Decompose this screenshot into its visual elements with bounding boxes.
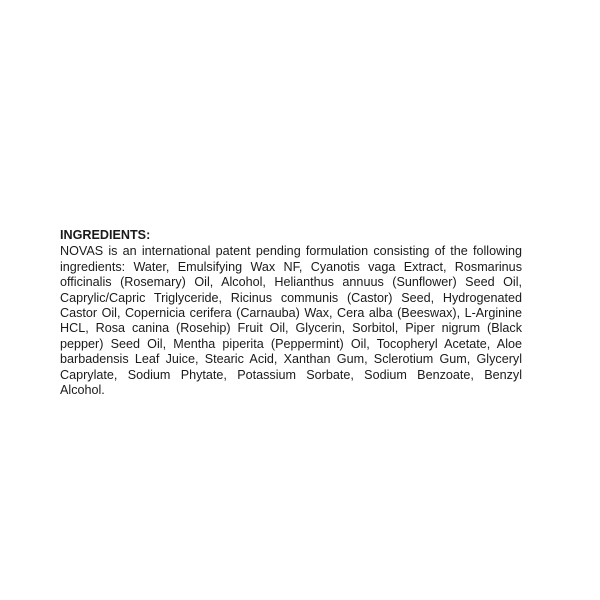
ingredients-text: NOVAS is an international patent pending formulation consisting of the following ingredients: Water, Emulsifying Wax NF, Cyanotis vaga Extract, Rosmarinus officinalis (Rosemary) Oil, Alcohol, Helianthus annuus (Sunflower) Seed Oil, Caprylic/Capric Triglyceride, Ricinus communis (Castor) Seed, Hydrogenated Castor Oil, Copernicia cerifera (Carnauba) Wax, Cera alba (Beeswax), L-Arginine HCL, Rosa canina (Rosehip) Fruit Oil, Glycerin, Sorbitol, Piper nigrum (Black pepper) Seed Oil, Mentha piperita (Peppermint) Oil, Tocopheryl Acetate, Aloe barbadensis Leaf Juice, Stearic Acid, Xanthan Gum, Sclerotium Gum, Glyceryl Caprylate, Sodium Phytate, Potassium Sorbate, Sodium Benzoate, Benzyl Alcohol. (60, 244, 522, 398)
ingredients-block (60, 228, 522, 398)
ingredients-heading: INGREDIENTS: (60, 228, 151, 242)
